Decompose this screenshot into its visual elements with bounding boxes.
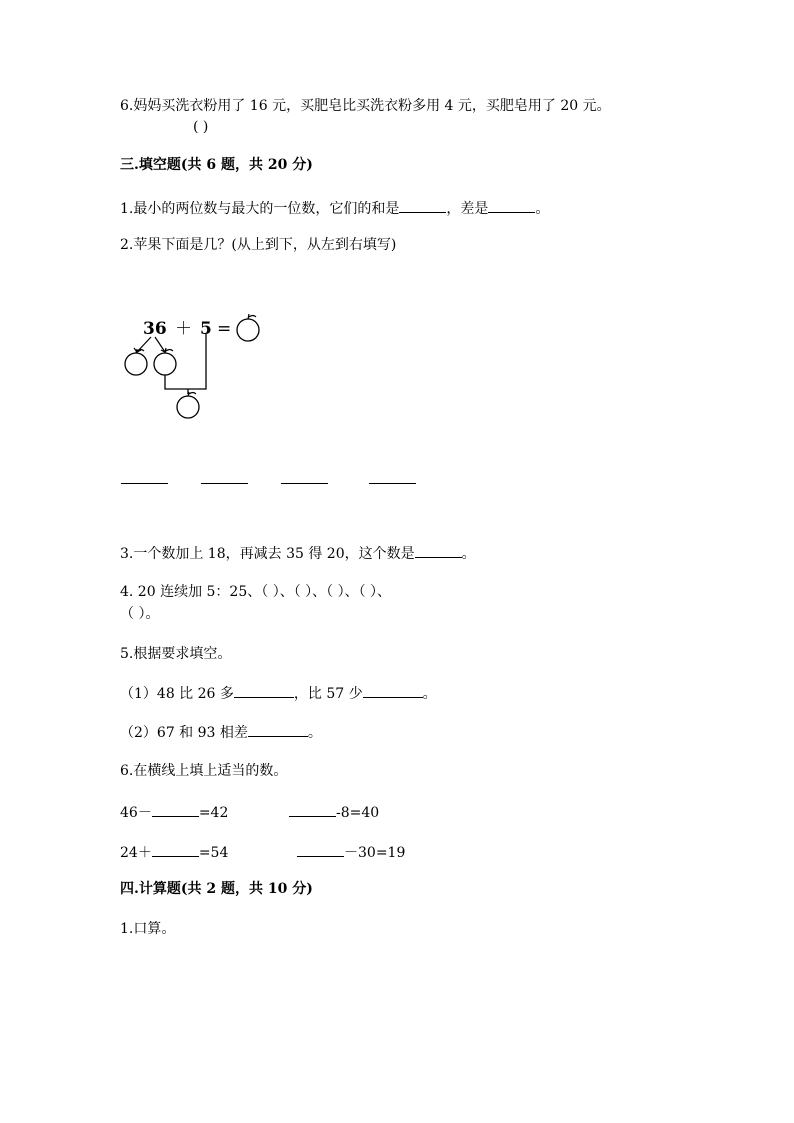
answer-blank[interactable]: [152, 842, 199, 857]
question-4-line-2: （ ）。: [120, 606, 160, 622]
equation-3-left: 24＋: [120, 845, 152, 861]
apple-figure: [118, 312, 298, 422]
equation-4-right: －30=19: [344, 845, 406, 861]
answer-blank[interactable]: [289, 802, 336, 817]
sub-2-text-2: 。: [307, 725, 322, 741]
question-4-line-1: 4. 20 连续加 5：25、（ ）、（ ）、（ ）、（ ）、: [120, 584, 392, 600]
question-5-sub-2: [120, 722, 322, 742]
section-4-question-1: 1.口算。: [120, 921, 176, 937]
answer-line[interactable]: [369, 483, 416, 484]
question-2: 2.苹果下面是几？(从上到下，从左到右填写): [120, 237, 397, 253]
sub-1-text-3: 。: [422, 686, 437, 702]
equation-4: [297, 842, 405, 862]
question-1-text-2: ，差是: [446, 201, 489, 217]
equation-3-right: =54: [198, 845, 229, 861]
answer-blank[interactable]: [415, 543, 462, 558]
figure-number-5: 5: [200, 319, 212, 339]
answer-line[interactable]: [281, 483, 328, 484]
question-6: 6.在横线上填上适当的数。: [120, 763, 288, 779]
question-1-text-3: 。: [535, 201, 550, 217]
figure-plus-sign: ＋: [175, 319, 192, 339]
answer-blank[interactable]: [399, 198, 446, 213]
question-text: 6.妈妈买洗衣粉用了 16 元，买肥皂比买洗衣粉多用 4 元，买肥皂用了 20 元。: [120, 98, 611, 114]
answer-blank[interactable]: [297, 842, 344, 857]
figure-number-36: 36: [143, 319, 167, 339]
question-3: [120, 543, 476, 563]
apple-icon: [125, 349, 147, 375]
equation-1-right: =42: [198, 805, 229, 821]
question-3-text: 3.一个数加上 18，再减去 35 得 20，这个数是: [120, 546, 415, 562]
equation-1-left: 46－: [120, 805, 152, 821]
answer-blank[interactable]: [363, 683, 423, 698]
answer-blank[interactable]: [152, 802, 199, 817]
question-1-text: 1.最小的两位数与最大的一位数，它们的和是: [120, 201, 400, 217]
answer-blank[interactable]: [248, 722, 308, 737]
sub-2-text: （2）67 和 93 相差: [120, 725, 248, 741]
answer-paren: [193, 118, 208, 136]
sub-1-text: （1）48 比 26 多: [120, 686, 234, 702]
apple-icon: [177, 392, 199, 418]
figure-equals-sign: =: [217, 319, 232, 339]
split-line-right: [155, 337, 165, 352]
question-6-previous: [120, 97, 611, 115]
equation-2-right: -8=40: [336, 805, 380, 821]
section-4-title: 四.计算题(共 2 题，共 10 分): [120, 881, 313, 897]
apple-icon: [154, 349, 176, 375]
answer-blank[interactable]: [234, 683, 294, 698]
answer-blank[interactable]: [488, 198, 535, 213]
paren-blank: ( ): [193, 119, 209, 135]
section-3-title: 三.填空题(共 6 题，共 20 分): [120, 157, 313, 173]
question-1: [120, 198, 549, 218]
apple-icon: [237, 314, 259, 341]
question-5: 5.根据要求填空。: [120, 646, 232, 662]
bracket-line: [165, 334, 206, 389]
question-5-sub-1: [120, 683, 437, 703]
equation-2: [289, 802, 379, 822]
equation-1: [120, 802, 228, 822]
question-3-text-2: 。: [461, 546, 476, 562]
answer-line[interactable]: [201, 483, 248, 484]
sub-1-text-2: ，比 57 少: [293, 686, 363, 702]
answer-line[interactable]: [121, 483, 168, 484]
equation-3: [120, 842, 228, 862]
